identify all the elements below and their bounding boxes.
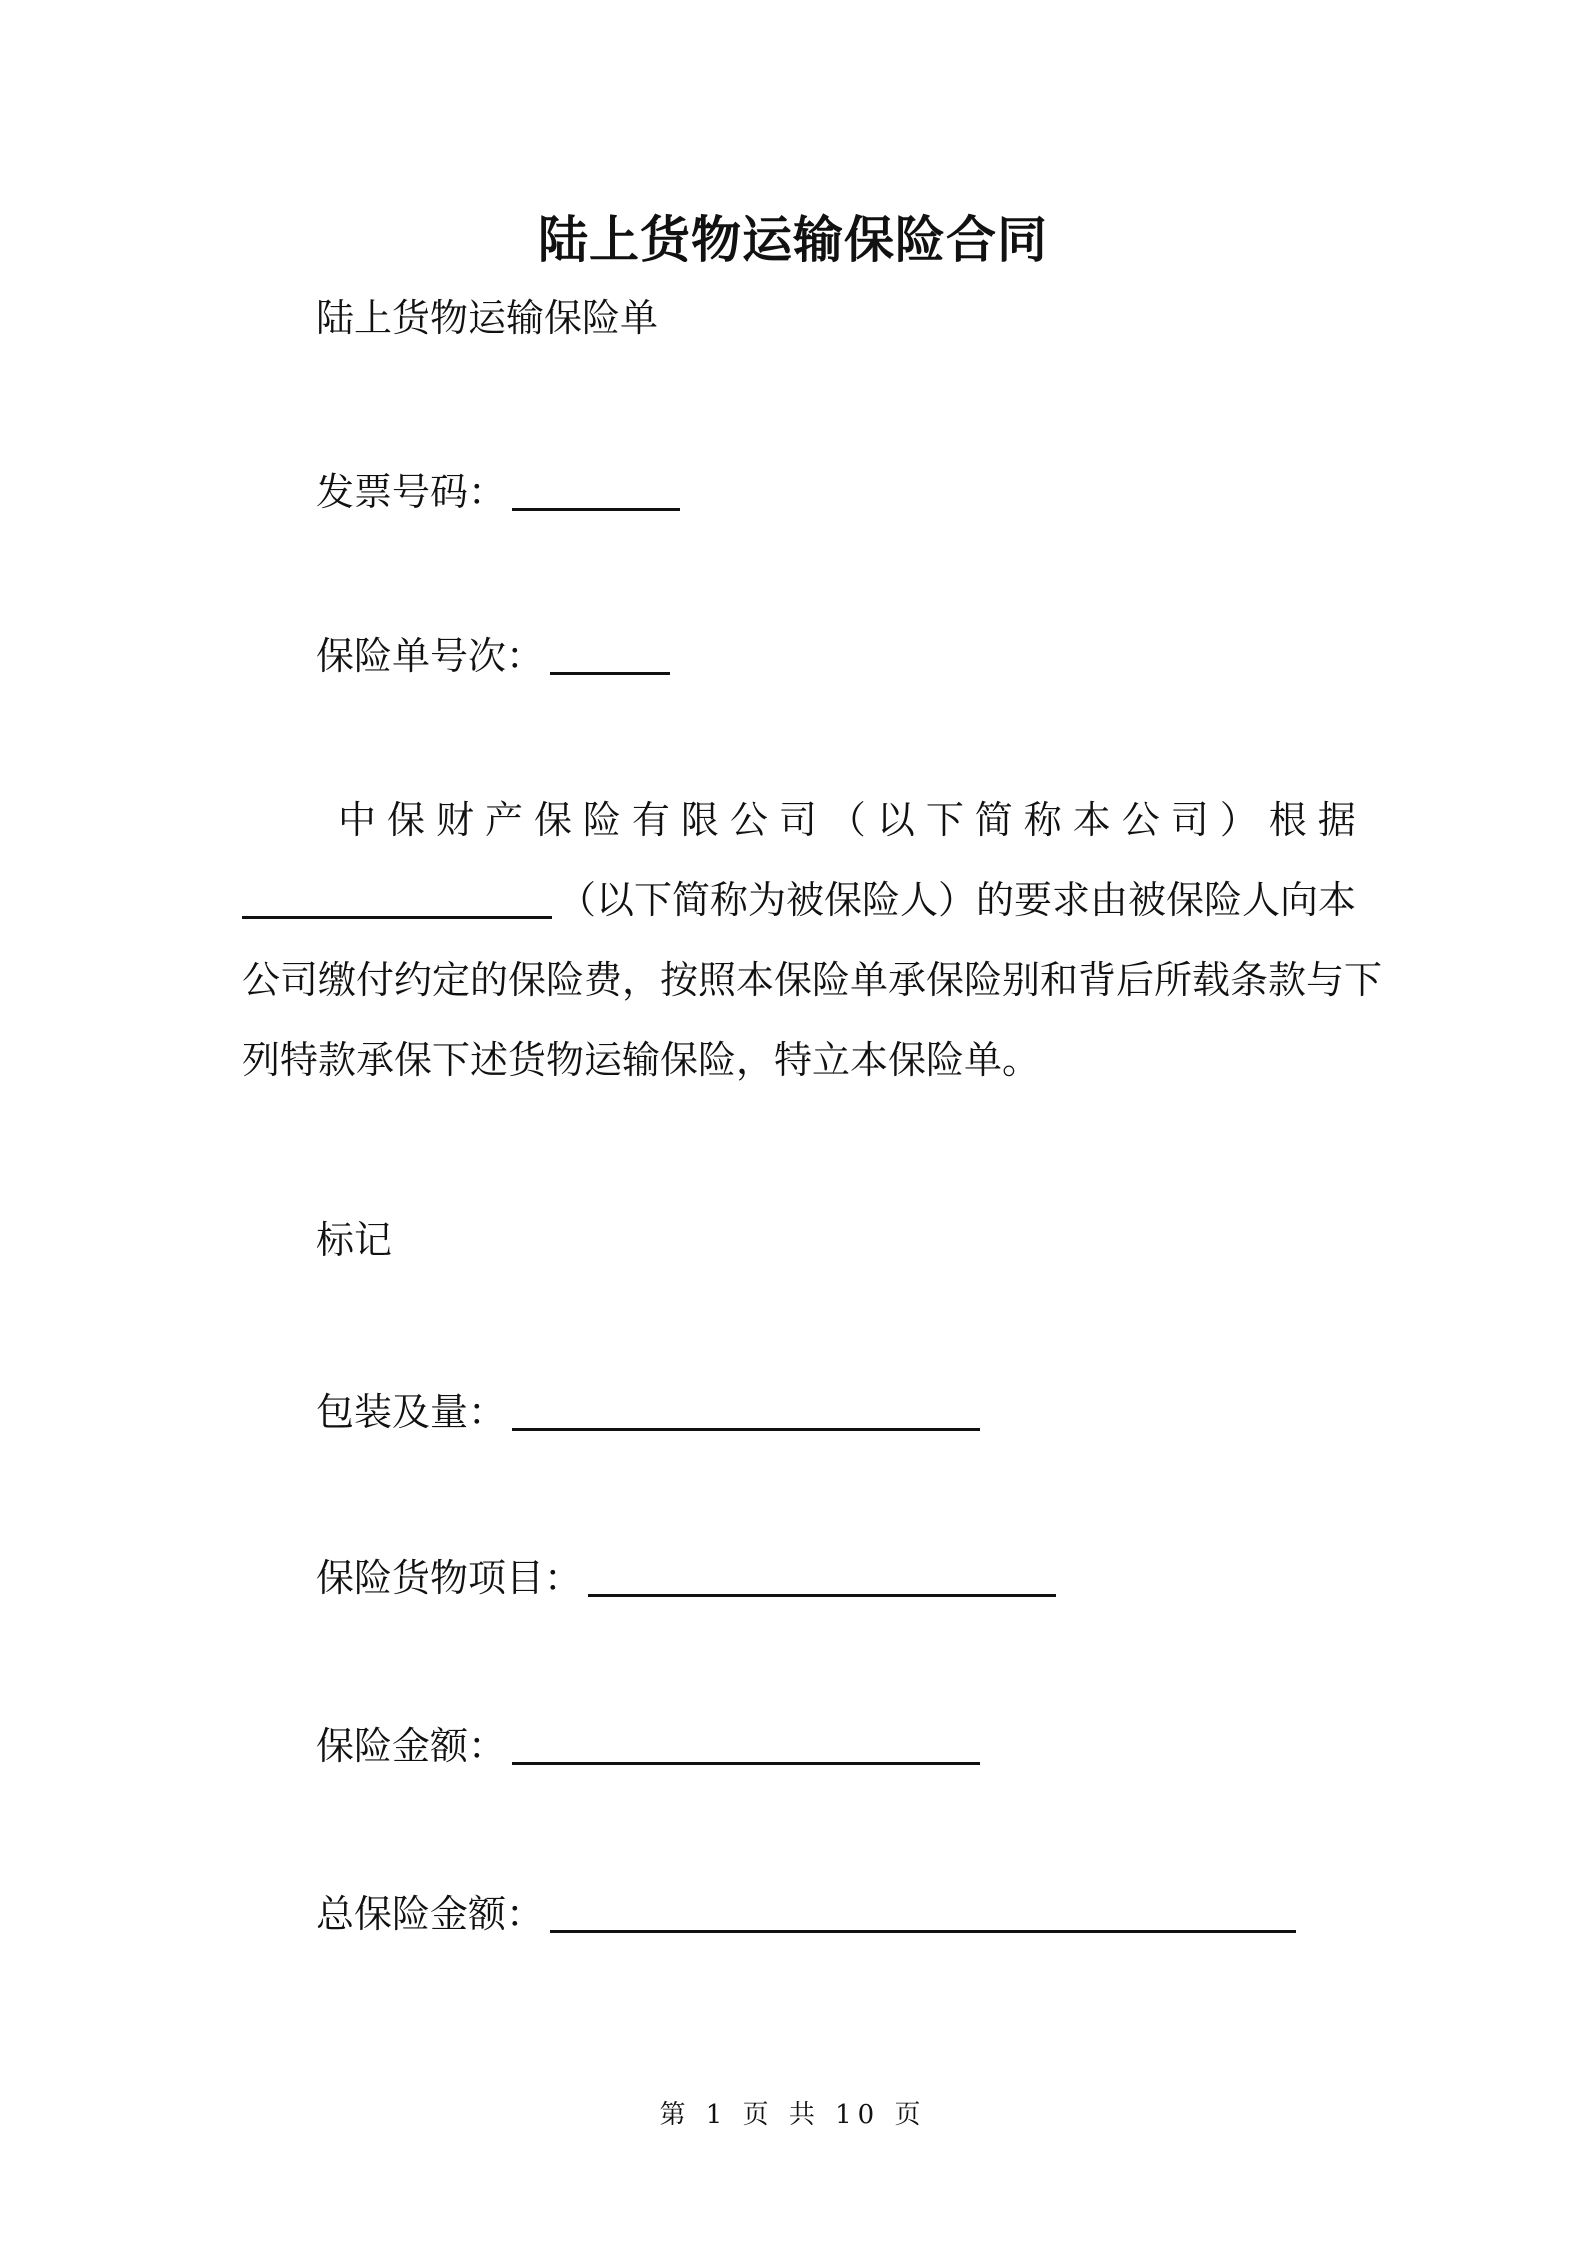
policy-number-field — [316, 626, 670, 680]
invoice-number-label: 发票号码： — [316, 470, 507, 514]
insured-name-blank — [242, 876, 552, 919]
paragraph-line-2-text: （以下简称为被保险人）的要求由被保险人向本 — [557, 878, 1356, 922]
paragraph-line-3-text: 公司缴付约定的保险费，按照本保险单承保险别和背后所载条款与下 — [242, 958, 1383, 1002]
packing-label: 包装及量： — [316, 1390, 507, 1434]
insured-amount-field — [316, 1716, 980, 1770]
insured-amount-label: 保险金额： — [316, 1724, 507, 1768]
policy-number-label: 保险单号次： — [316, 634, 545, 678]
total-insured-amount-field — [316, 1884, 1296, 1938]
invoice-number-blank — [512, 468, 680, 511]
invoice-number-field — [316, 462, 680, 516]
insurance-paragraph — [242, 780, 1383, 1100]
insured-amount-blank — [512, 1722, 980, 1765]
policy-number-blank — [550, 632, 670, 675]
paragraph-line-4-text: 列特款承保下述货物运输保险，特立本保险单。 — [242, 1038, 1041, 1082]
total-insured-amount-blank — [550, 1890, 1296, 1933]
insured-goods-label: 保险货物项目： — [316, 1556, 583, 1600]
mark-field — [316, 1216, 392, 1264]
paragraph-line-4 — [242, 1020, 1356, 1100]
paragraph-line-2 — [242, 860, 1356, 940]
mark-label: 标记 — [316, 1218, 393, 1262]
packing-blank — [512, 1388, 980, 1431]
total-insured-amount-label: 总保险金额： — [316, 1892, 545, 1936]
page-number-footer: 第 1 页 共 10 页 — [659, 2100, 927, 2130]
insured-goods-field — [316, 1548, 1056, 1602]
insured-goods-blank — [588, 1554, 1056, 1597]
paragraph-line-1-text: 中 保 财 产 保 险 有 限 公 司 （ 以 下 简 称 本 公 司 ） 根 据 — [338, 798, 1356, 842]
policy-subtitle — [316, 294, 658, 342]
policy-subtitle-text: 陆上货物运输保险单 — [316, 296, 659, 340]
paragraph-line-1 — [242, 780, 1356, 860]
document-title: 陆上货物运输保险合同 — [538, 210, 1048, 269]
paragraph-line-3 — [242, 940, 1383, 1020]
packing-field — [316, 1382, 980, 1436]
